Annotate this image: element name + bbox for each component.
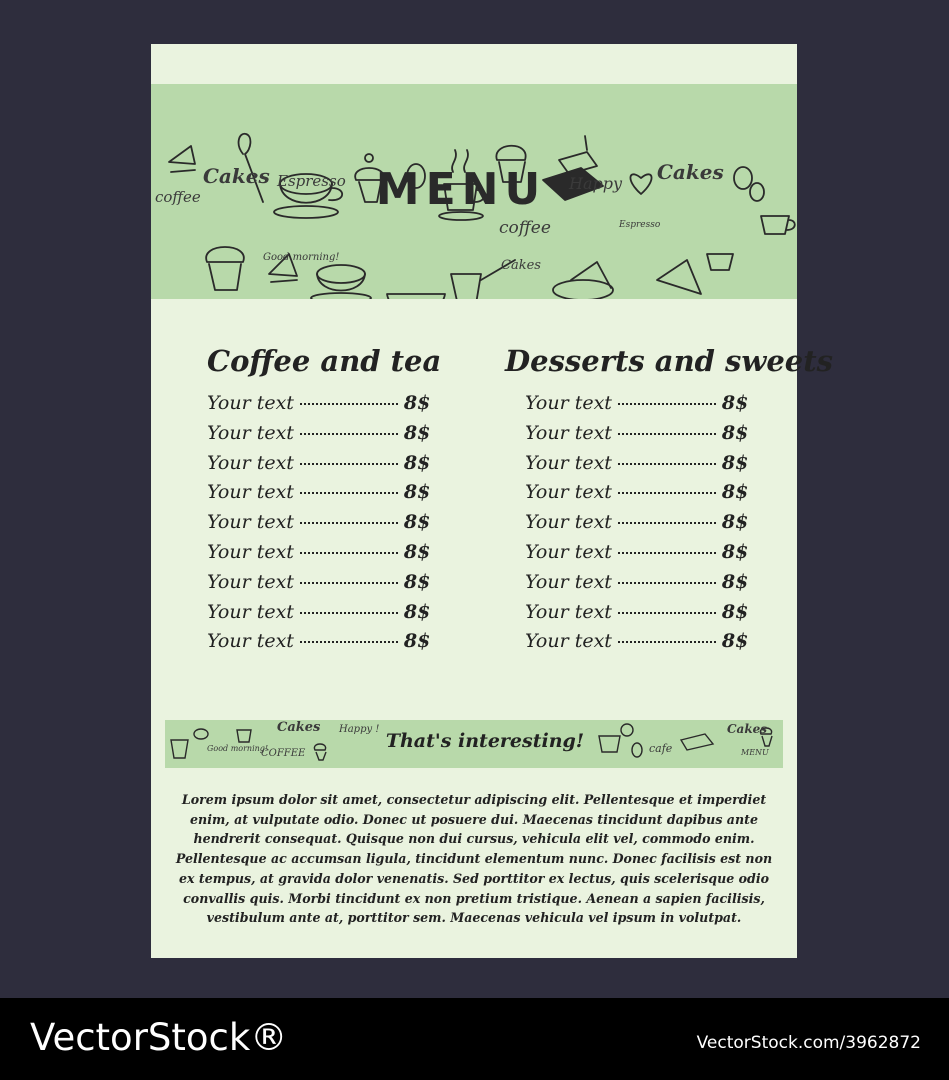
menu-item-name: Your text <box>525 481 612 504</box>
doodle-word-good-morning: Good morning! <box>207 744 269 753</box>
dot-leader <box>618 522 716 524</box>
menu-item <box>207 601 441 631</box>
leaf-icon <box>194 729 208 739</box>
menu-item-price: 8$ <box>403 511 431 534</box>
doodle-word-cakes: Cakes <box>727 722 768 736</box>
menu-item-name: Your text <box>525 570 612 593</box>
menu-item-name: Your text <box>207 600 294 623</box>
menu-item <box>207 541 441 571</box>
doodle-word-cakes: Cakes <box>203 164 270 188</box>
coffee-bean-icon <box>632 743 642 757</box>
menu-item-name: Your text <box>207 570 294 593</box>
dot-leader <box>618 641 716 643</box>
menu-column-desserts <box>505 344 833 660</box>
heart-icon <box>630 174 651 194</box>
menu-item <box>525 481 833 511</box>
menu-title: MENU <box>375 164 547 215</box>
coffee-bean-icon <box>734 167 752 189</box>
watermark-bar <box>0 998 949 1080</box>
dot-leader <box>618 433 716 435</box>
header-banner <box>151 84 797 299</box>
column-title: Desserts and sweets <box>505 344 833 378</box>
doodle-word-cakes: Cakes <box>501 258 541 273</box>
menu-item <box>525 511 833 541</box>
doodle-word-happy: Happy ! <box>339 724 380 735</box>
coffee-cup-icon <box>311 265 371 299</box>
menu-item <box>207 422 441 452</box>
doodle-word-happy: Happy <box>569 174 623 193</box>
bowl-icon <box>387 294 445 299</box>
cup-icon <box>237 730 251 742</box>
column-title: Coffee and tea <box>207 344 442 378</box>
doodle-word-coffee: COFFEE <box>261 748 306 759</box>
dessert-plate-icon <box>553 262 613 299</box>
doodle-word-menu: MENU <box>741 748 769 757</box>
menu-item-name: Your text <box>525 511 612 534</box>
dot-leader <box>300 582 398 584</box>
menu-item-price: 8$ <box>721 481 749 504</box>
dot-leader <box>300 433 398 435</box>
menu-item-price: 8$ <box>721 570 749 593</box>
menu-item <box>525 422 833 452</box>
dot-leader <box>300 492 398 494</box>
doodle-word-cafe: cafe <box>649 742 673 755</box>
menu-item <box>207 511 441 541</box>
menu-item <box>207 571 441 601</box>
dot-leader <box>300 463 398 465</box>
dot-leader <box>618 463 716 465</box>
cake-icon <box>681 734 713 750</box>
menu-item <box>207 481 441 511</box>
dot-leader <box>300 552 398 554</box>
menu-item <box>525 630 833 660</box>
menu-item-name: Your text <box>525 421 612 444</box>
cup-icon <box>599 736 620 752</box>
dot-leader <box>618 612 716 614</box>
menu-item-name: Your text <box>525 540 612 563</box>
footer-banner <box>165 720 783 768</box>
coffee-cup-icon <box>761 216 795 234</box>
menu-item-price: 8$ <box>403 540 431 563</box>
menu-item-name: Your text <box>207 392 294 414</box>
coffee-bean-icon <box>621 724 633 736</box>
menu-item-price: 8$ <box>721 451 749 474</box>
cup-icon <box>171 740 188 758</box>
menu-item <box>525 392 833 422</box>
doodle-word-cakes: Cakes <box>657 160 724 184</box>
menu-item-price: 8$ <box>721 630 749 653</box>
menu-item-name: Your text <box>207 481 294 504</box>
menu-item-price: 8$ <box>403 600 431 623</box>
menu-item <box>525 601 833 631</box>
menu-page <box>151 44 833 958</box>
menu-item-price: 8$ <box>403 630 431 653</box>
dot-leader <box>300 403 398 405</box>
menu-item-price: 8$ <box>403 570 431 593</box>
menu-item-price: 8$ <box>721 421 749 444</box>
menu-list <box>505 392 833 660</box>
doodle-word-good-morning: Good morning! <box>263 252 340 263</box>
watermark-logo: VectorStock® <box>30 1016 288 1059</box>
menu-item-price: 8$ <box>721 392 749 414</box>
menu-item-name: Your text <box>207 451 294 474</box>
dot-leader <box>618 492 716 494</box>
menu-item-name: Your text <box>207 540 294 563</box>
dot-leader <box>300 522 398 524</box>
doodle-word-cakes: Cakes <box>277 720 321 735</box>
description-paragraph: Lorem ipsum dolor sit amet, consectetur adipiscing elit. Pellentesque et imperdiet enim, at vulputate odio. Donec ut posuere dui. Maecenas tincidunt dapibus ante hendrerit consequat. Quisque non dui cursus, vehicula elit vel, commodo enim. Pellentesque ac accumsan ligula, tincidunt elementum nunc. Donec facilisis est non ex tempus, at gravida dolor venenatis. Sed porttitor ex lectus, quis scelerisque odio convallis quis. Morbi tincidunt ex non pretium tristique. Aenean a sapien facilisis, vestibulum ante at, porttitor sem. Maecenas vehicula vel ipsum in volutpat. <box>175 792 773 926</box>
doodle-word-espresso: Espresso <box>619 220 661 230</box>
menu-item <box>525 571 833 601</box>
menu-item-price: 8$ <box>721 540 749 563</box>
doodle-word-espresso: Espresso <box>277 172 346 190</box>
menu-item-price: 8$ <box>403 392 431 414</box>
menu-item-price: 8$ <box>403 451 431 474</box>
cake-slice-icon <box>169 146 195 172</box>
menu-item <box>525 452 833 482</box>
tagline: That's interesting! <box>385 730 585 752</box>
menu-item-name: Your text <box>525 600 612 623</box>
menu-list <box>207 392 441 660</box>
dot-leader <box>300 612 398 614</box>
menu-item-name: Your text <box>207 511 294 534</box>
coffee-cup-icon <box>707 254 733 270</box>
cupcake-icon <box>314 744 326 760</box>
menu-item-name: Your text <box>525 451 612 474</box>
menu-column-coffee <box>207 344 441 660</box>
doodle-word-coffee: coffee <box>499 218 551 238</box>
muffin-icon <box>206 247 244 290</box>
menu-item-name: Your text <box>207 630 294 653</box>
cake-slice-icon <box>657 260 701 294</box>
menu-item-price: 8$ <box>403 481 431 504</box>
menu-item-name: Your text <box>525 392 612 414</box>
watermark-id: VectorStock.com/3962872 <box>696 1033 921 1053</box>
doodle-word-coffee: coffee <box>155 188 201 206</box>
dot-leader <box>618 552 716 554</box>
menu-item <box>525 541 833 571</box>
menu-item-price: 8$ <box>721 511 749 534</box>
menu-item-price: 8$ <box>403 421 431 444</box>
menu-item <box>207 392 441 422</box>
menu-item-name: Your text <box>525 630 612 653</box>
menu-item <box>207 452 441 482</box>
menu-item-price: 8$ <box>721 600 749 623</box>
dot-leader <box>618 403 716 405</box>
dot-leader <box>618 582 716 584</box>
dot-leader <box>300 641 398 643</box>
menu-item <box>207 630 441 660</box>
menu-item-name: Your text <box>207 421 294 444</box>
